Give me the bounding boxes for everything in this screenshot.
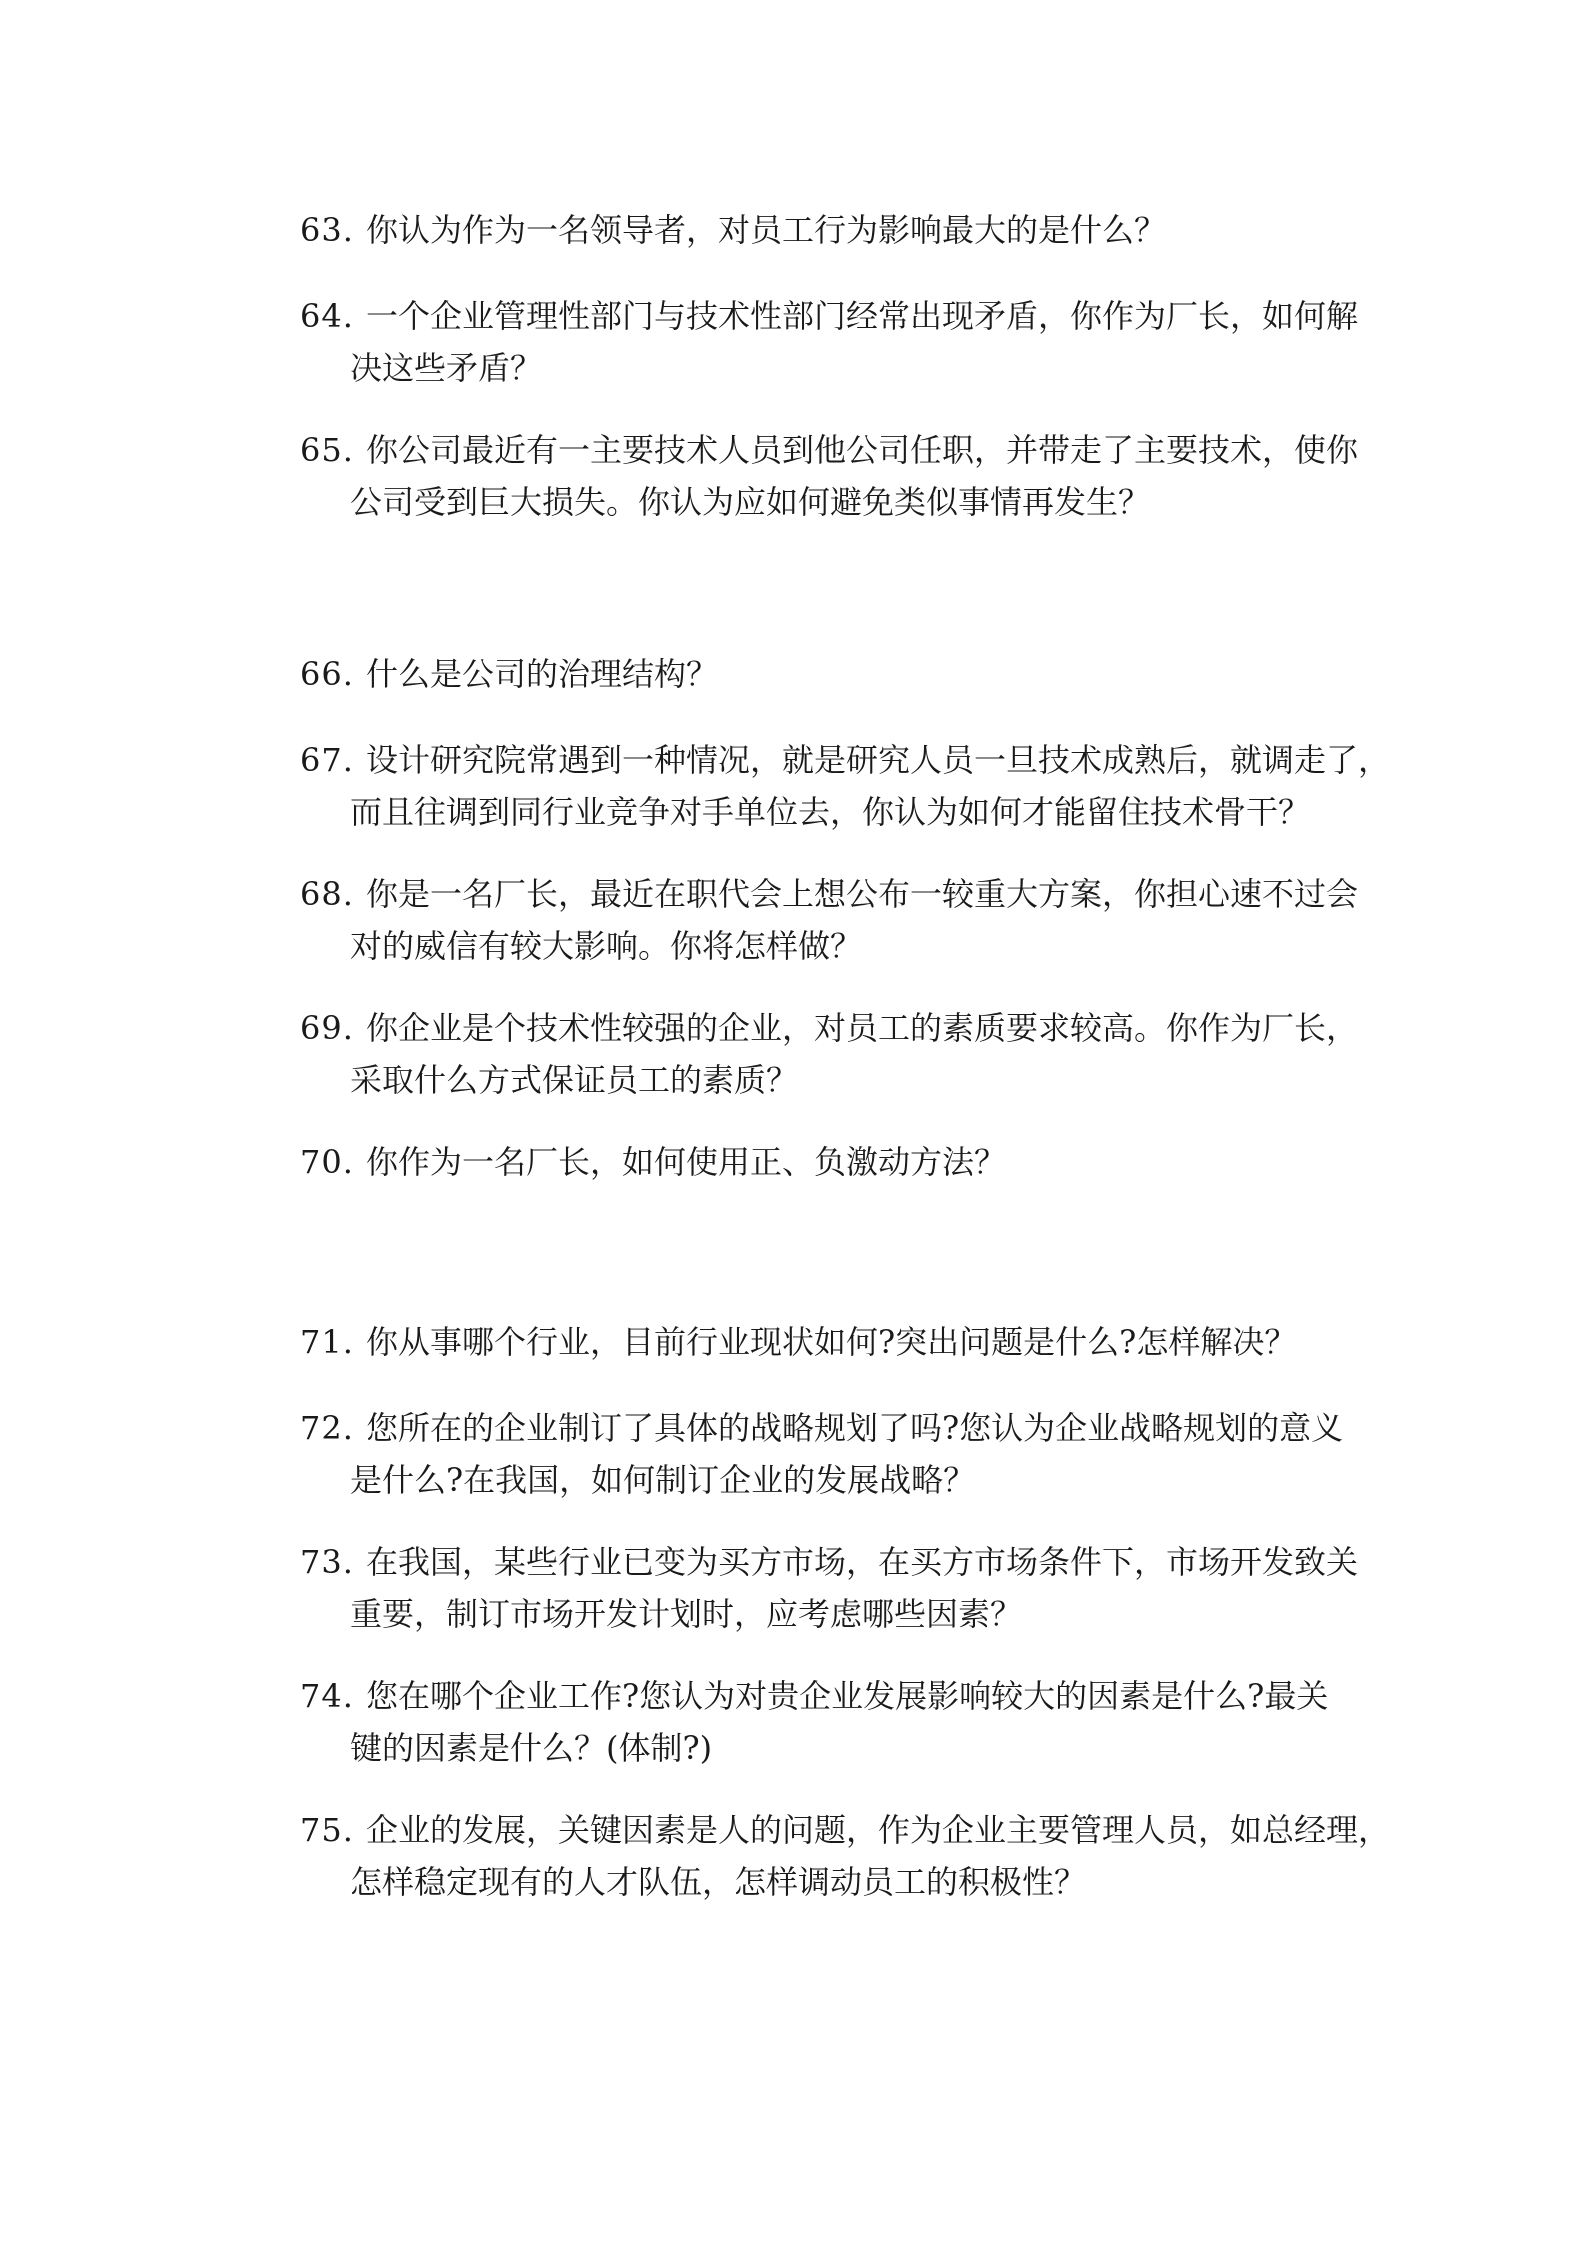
question-number: 64. (300, 297, 354, 335)
question-line (300, 1536, 1360, 1588)
question-number: 74. (300, 1677, 354, 1715)
question-number: 68. (300, 875, 354, 913)
question-number: 66. (300, 655, 354, 693)
question-64 (300, 290, 1360, 394)
question-number: 67. (300, 741, 354, 779)
question-line (300, 1804, 1391, 1856)
question-line (300, 734, 1391, 786)
question-74 (300, 1670, 1360, 1774)
question-line (300, 1136, 1360, 1188)
question-line (300, 1002, 1360, 1054)
question-text: 你公司最近有一主要技术人员到他公司任职，并带走了主要技术，使你 (366, 431, 1359, 469)
question-line (300, 290, 1360, 342)
question-text: 设计研究院常遇到一种情况，就是研究人员一旦技术成熟后，就调走了， (366, 741, 1391, 779)
question-72 (300, 1402, 1360, 1506)
question-line-continued: 怎样稳定现有的人才队伍，怎样调动员工的积极性？ (350, 1863, 1087, 1901)
question-line-continued: 是什么?在我国，如何制订企业的发展战略？ (350, 1461, 976, 1499)
question-text: 什么是公司的治理结构？ (366, 655, 719, 693)
question-75 (300, 1804, 1391, 1908)
question-line (300, 1670, 1360, 1722)
question-65 (300, 424, 1360, 528)
question-69 (300, 1002, 1360, 1106)
question-text: 您在哪个企业工作?您认为对贵企业发展影响较大的因素是什么?最关 (366, 1677, 1329, 1715)
question-text: 你认为作为一名领导者，对员工行为影响最大的是什么？ (366, 211, 1167, 249)
question-70 (300, 1136, 1360, 1188)
question-line-continued: 决这些矛盾？ (350, 349, 543, 387)
question-line-continued: 键的因素是什么？(体制?) (350, 1729, 713, 1767)
question-number: 70. (300, 1143, 354, 1181)
question-line-continued: 采取什么方式保证员工的素质？ (350, 1061, 799, 1099)
question-line (300, 1402, 1360, 1454)
question-text: 在我国，某些行业已变为买方市场，在买方市场条件下，市场开发致关 (366, 1543, 1359, 1581)
question-63 (300, 204, 1360, 256)
question-line-continued: 对的威信有较大影响。你将怎样做？ (350, 927, 863, 965)
question-number: 72. (300, 1409, 354, 1447)
question-line (300, 1316, 1360, 1368)
question-line-continued: 而且往调到同行业竞争对手单位去，你认为如何才能留住技术骨干？ (350, 793, 1311, 831)
question-line-continued: 公司受到巨大损失。你认为应如何避免类似事情再发生？ (350, 483, 1151, 521)
question-text: 企业的发展，关键因素是人的问题，作为企业主要管理人员，如总经理， (366, 1811, 1391, 1849)
question-number: 75. (300, 1811, 354, 1849)
question-number: 69. (300, 1009, 354, 1047)
question-text: 你从事哪个行业，目前行业现状如何?突出问题是什么?怎样解决？ (366, 1323, 1297, 1361)
question-number: 63. (300, 211, 354, 249)
question-text: 你企业是个技术性较强的企业，对员工的素质要求较高。你作为厂长， (366, 1009, 1359, 1047)
question-73 (300, 1536, 1360, 1640)
question-text: 您所在的企业制订了具体的战略规划了吗?您认为企业战略规划的意义 (366, 1409, 1344, 1447)
question-line (300, 424, 1360, 476)
question-text: 一个企业管理性部门与技术性部门经常出现矛盾，你作为厂长，如何解 (366, 297, 1359, 335)
question-line (300, 648, 1360, 700)
question-line (300, 868, 1360, 920)
question-line-continued: 重要，制订市场开发计划时，应考虑哪些因素？ (350, 1595, 1023, 1633)
question-line (300, 204, 1360, 256)
question-number: 71. (300, 1323, 354, 1361)
question-68 (300, 868, 1360, 972)
question-text: 你作为一名厂长，如何使用正、负激动方法？ (366, 1143, 1007, 1181)
question-text: 你是一名厂长，最近在职代会上想公布一较重大方案，你担心速不过会 (366, 875, 1359, 913)
question-67 (300, 734, 1391, 838)
question-71 (300, 1316, 1360, 1368)
question-number: 65. (300, 431, 354, 469)
question-number: 73. (300, 1543, 354, 1581)
question-66 (300, 648, 1360, 700)
